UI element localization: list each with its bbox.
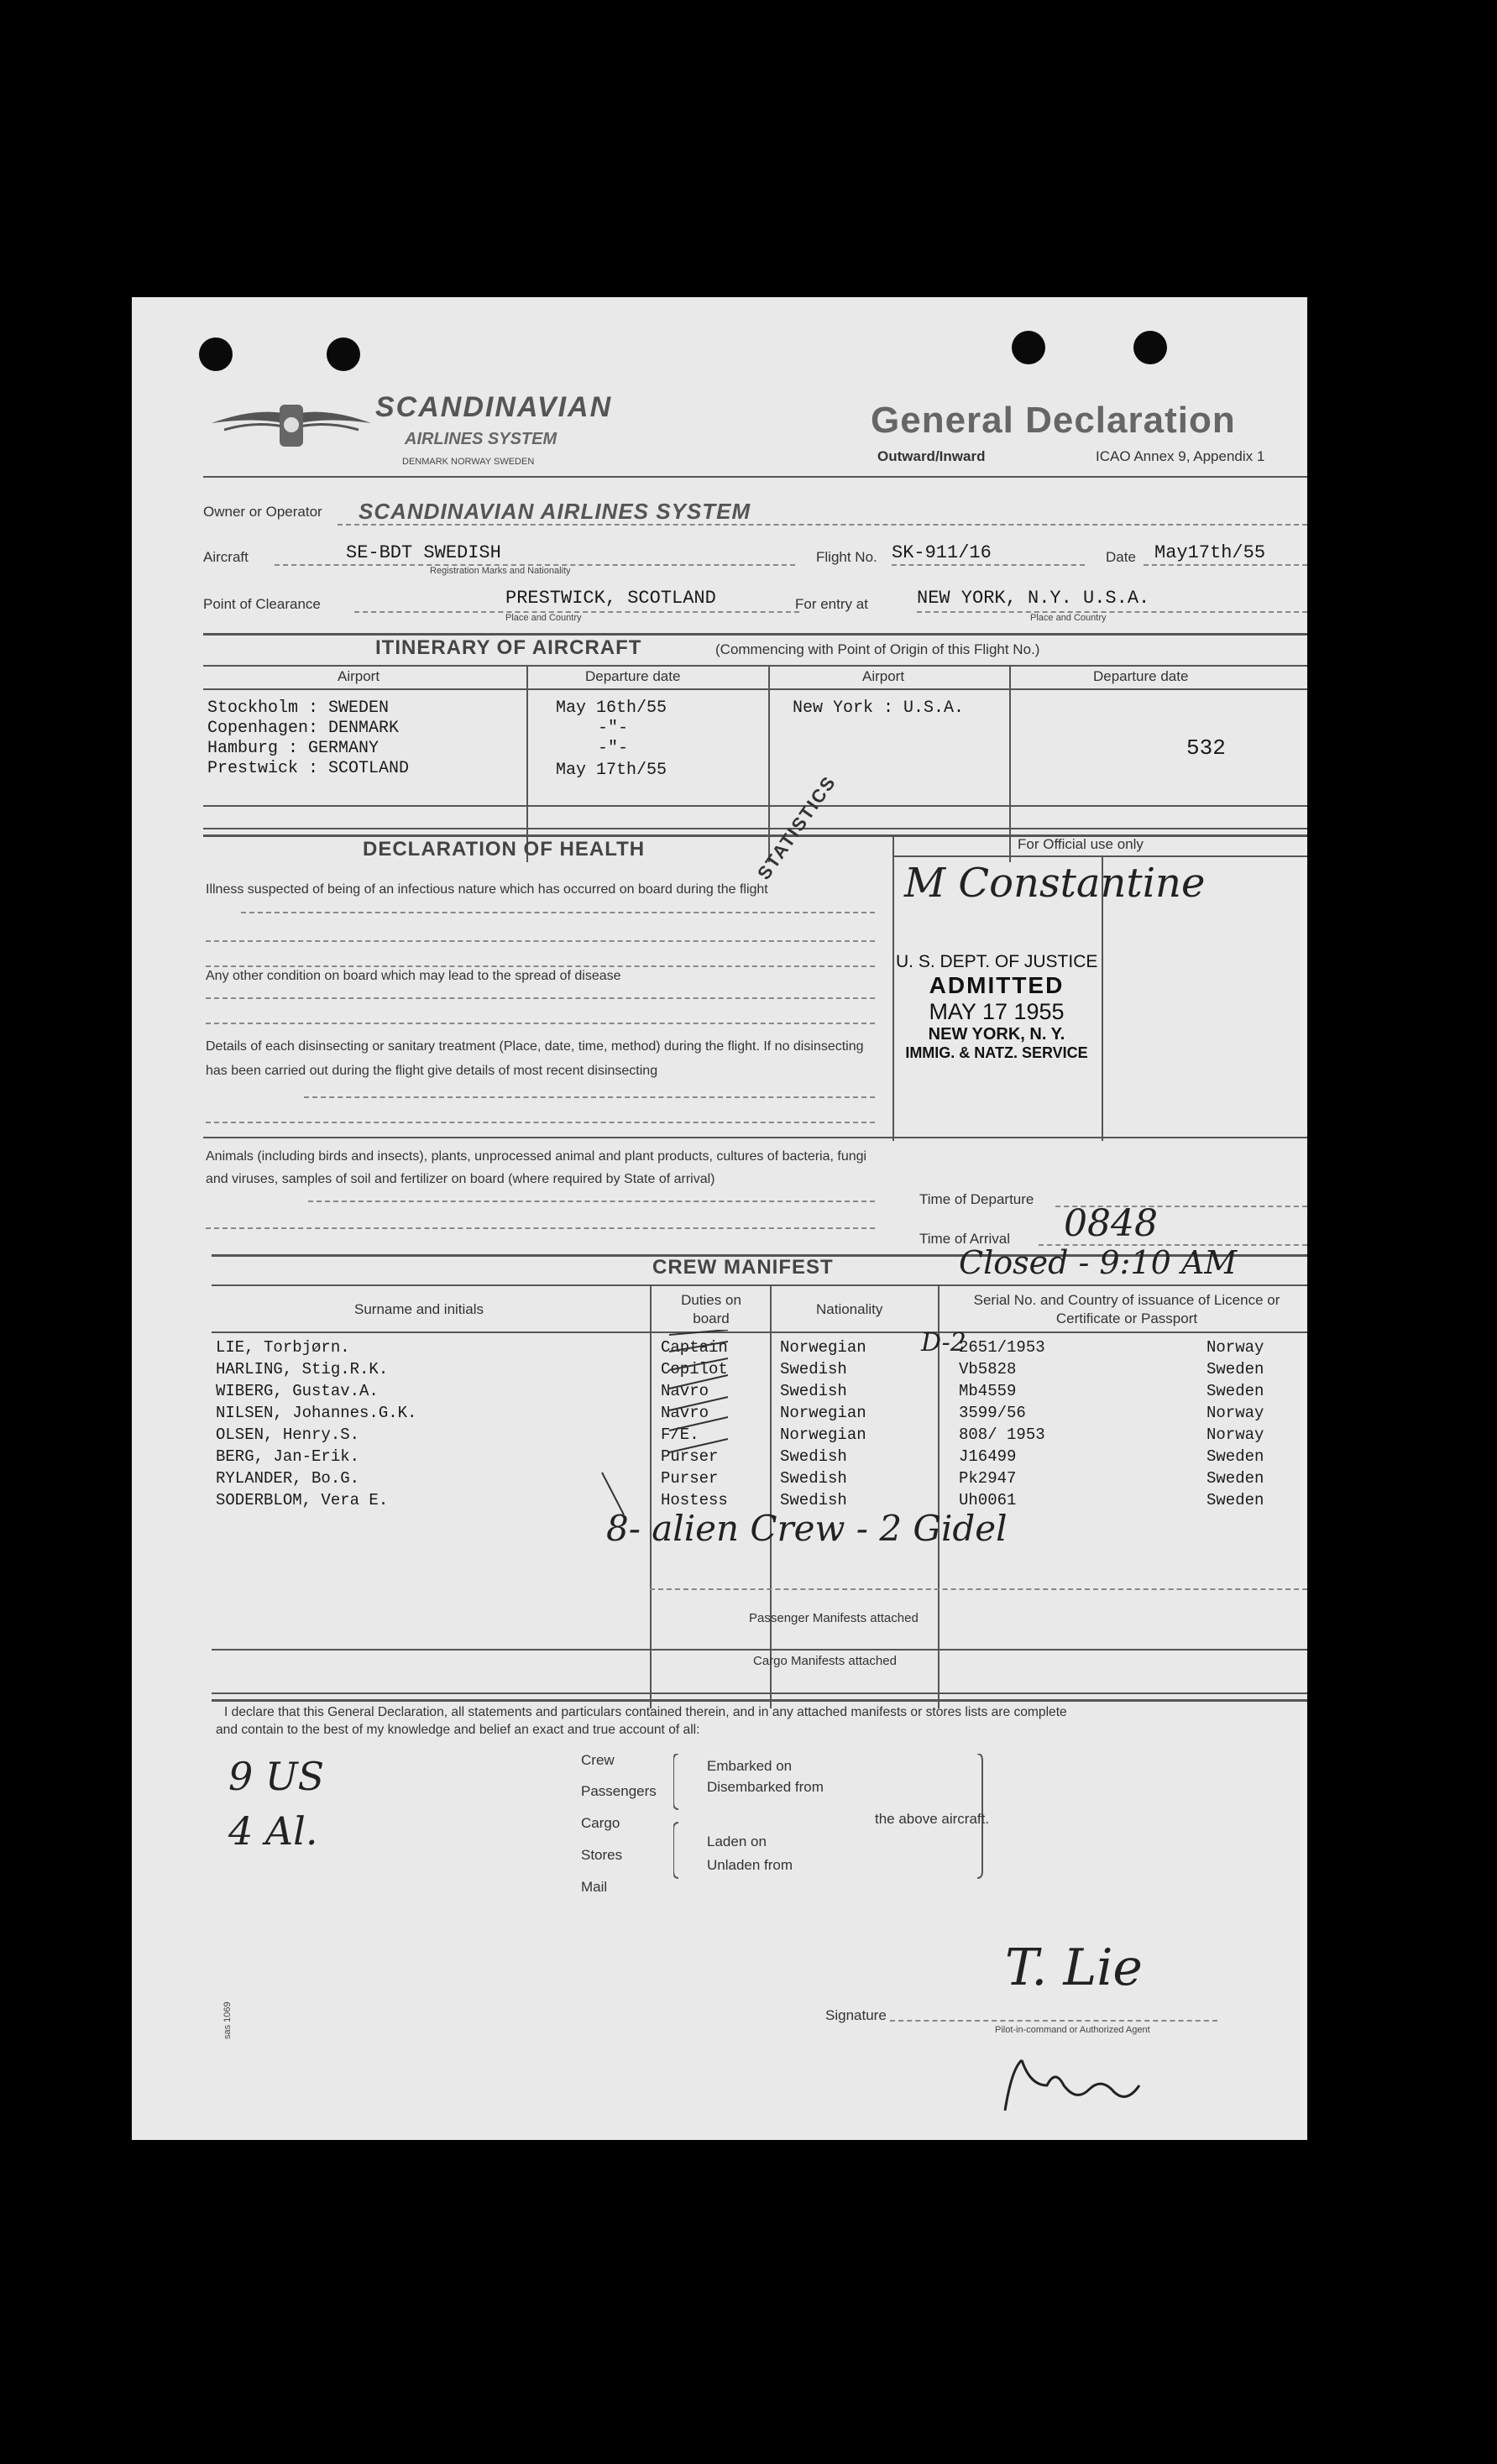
health-question-3: Details of each disinsecting or sanitary treatment (Place, date, time, method) during the flight. If no disinsecting has been carried out during the flight give details of most recent disinsecting xyxy=(206,1039,864,1078)
passenger-manifests: Passenger Manifests attached xyxy=(749,1611,919,1625)
crew-col-duties: Duties on board xyxy=(681,1292,741,1326)
crew-nationality: Swedish xyxy=(780,1360,847,1378)
aircraft-label: Aircraft xyxy=(203,549,249,565)
crew-hand-note: 8- alien Crew - 2 Gidel xyxy=(606,1508,1008,1549)
entry-label: For entry at xyxy=(795,596,868,612)
stamp-line-admitted: ADMITTED xyxy=(929,972,1065,998)
crew-serial: 3599/56 xyxy=(959,1404,1026,1422)
crew-serial: Vb5828 xyxy=(959,1360,1017,1378)
crew-name: LIE, Torbjørn. xyxy=(216,1338,350,1357)
disembarked-from: Disembarked from xyxy=(707,1779,824,1795)
signature-caption: Pilot-in-command or Authorized Agent xyxy=(995,2025,1150,2035)
above-aircraft: the above aircraft. xyxy=(875,1811,990,1827)
crew-serial: Uh0061 xyxy=(959,1491,1017,1509)
crew-nationality: Norwegian xyxy=(780,1404,866,1422)
crew-serial: Pk2947 xyxy=(959,1469,1017,1488)
official-signature: M Constantine xyxy=(904,860,1206,907)
decl-item-cargo: Cargo xyxy=(581,1815,620,1831)
crew-name: WIBERG, Gustav.A. xyxy=(216,1382,379,1400)
logo-subtitle: AIRLINES SYSTEM xyxy=(405,430,557,448)
health-question-2: Any other condition on board which may lead to the spread of disease xyxy=(206,969,621,983)
itinerary-row-airport: Stockholm : SWEDEN xyxy=(207,698,390,718)
embarked-on: Embarked on xyxy=(707,1758,793,1774)
cargo-manifests: Cargo Manifests attached xyxy=(753,1654,897,1668)
declaration-text-1: I declare that this General Declaration, all statements and particulars contained therein, and in any attached manifests or stores lists are complete xyxy=(224,1705,1067,1719)
crew-name: RYLANDER, Bo.G. xyxy=(216,1469,360,1488)
decl-item-passengers: Passengers xyxy=(581,1783,657,1799)
crew-duty: Navro xyxy=(661,1382,709,1400)
statistics-stamp: STATISTICS xyxy=(753,772,840,884)
crew-country: Norway xyxy=(1206,1426,1264,1444)
crew-country: Sweden xyxy=(1206,1491,1264,1509)
itinerary-col-airport-2: Airport xyxy=(862,668,905,684)
itinerary-note: (Commencing with Point of Origin of this Flight No.) xyxy=(715,641,1040,657)
entry-caption: Place and Country xyxy=(1030,613,1107,623)
health-question-4: Animals (including birds and insects), plants, unprocessed animal and plant products, cultures of bacteria, fungi and viruses, samples of soil and fertilizer on board (where required by State of arrival) xyxy=(206,1149,867,1186)
stamp-line-service: IMMIG. & NATZ. SERVICE xyxy=(905,1044,1088,1061)
official-use-label: For Official use only xyxy=(1018,836,1144,852)
laden-on: Laden on xyxy=(707,1834,767,1849)
date-label: Date xyxy=(1106,549,1136,565)
stamp-line-city: NEW YORK, N. Y. xyxy=(928,1025,1065,1044)
signature-scrawl xyxy=(997,2052,1148,2119)
crew-name: HARLING, Stig.R.K. xyxy=(216,1360,389,1378)
stamp-line-date: MAY 17 1955 xyxy=(929,999,1065,1024)
crew-nationality: Norwegian xyxy=(780,1426,866,1444)
hand-note-left-1: 9 US xyxy=(228,1754,325,1799)
logo-countries: DENMARK NORWAY SWEDEN xyxy=(402,457,535,467)
hand-note-left-2: 4 Al. xyxy=(228,1808,318,1854)
crew-name: OLSEN, Henry.S. xyxy=(216,1426,360,1444)
crew-col-name: Surname and initials xyxy=(354,1301,484,1317)
itinerary-row-date: -"- xyxy=(598,719,629,738)
itinerary-row-airport: Prestwick : SCOTLAND xyxy=(207,759,410,778)
health-question-1: Illness suspected of being of an infectious nature which has occurred on board during the flight xyxy=(206,882,768,897)
crew-country: Sweden xyxy=(1206,1447,1264,1466)
page-title: General Declaration xyxy=(871,400,1236,441)
itinerary-title: ITINERARY OF AIRCRAFT xyxy=(375,636,642,659)
itinerary-row-date: May 17th/55 xyxy=(556,761,667,780)
admitted-stamp xyxy=(896,952,1097,1062)
crew-name: BERG, Jan-Erik. xyxy=(216,1447,360,1466)
itinerary-row-airport: Copenhagen: DENMARK xyxy=(207,719,400,738)
crew-country: Sweden xyxy=(1206,1382,1264,1400)
crew-title: CREW MANIFEST xyxy=(652,1256,834,1279)
time-arrival-label: Time of Arrival xyxy=(919,1231,1011,1247)
declaration-text-2: and contain to the best of my knowledge and belief an exact and true account of all: xyxy=(216,1723,700,1737)
crew-name: SODERBLOM, Vera E. xyxy=(216,1491,389,1509)
crew-nationality: Norwegian xyxy=(780,1338,866,1357)
itinerary-row-date: May 16th/55 xyxy=(556,698,667,718)
aircraft-caption: Registration Marks and Nationality xyxy=(430,566,571,576)
crew-checkmarks xyxy=(233,1330,871,1514)
crew-duty: Copilot xyxy=(661,1360,728,1378)
logo-name: SCANDINAVIAN xyxy=(375,391,613,423)
flight-value: SK-911/16 xyxy=(892,542,992,563)
flight-label: Flight No. xyxy=(816,549,877,565)
crew-col-serial: Serial No. and Country of issuance of Licence or Certificate or Passport xyxy=(973,1292,1280,1326)
unladen-from: Unladen from xyxy=(707,1857,793,1873)
clearance-value: PRESTWICK, SCOTLAND xyxy=(505,588,716,609)
owner-label: Owner or Operator xyxy=(203,504,322,520)
closed-note: Closed - 9:10 AM xyxy=(959,1244,1238,1281)
itinerary-col-airport: Airport xyxy=(338,668,380,684)
itinerary-right-airport: New York : U.S.A. xyxy=(793,698,965,718)
clearance-caption: Place and Country xyxy=(505,613,582,623)
crew-serial: Mb4559 xyxy=(959,1382,1017,1400)
icao-annex: ICAO Annex 9, Appendix 1 xyxy=(1096,448,1265,464)
itinerary-col-departure: Departure date xyxy=(585,668,681,684)
aircraft-value: SE-BDT SWEDISH xyxy=(346,542,501,563)
crew-nationality: Swedish xyxy=(780,1491,847,1509)
crew-duty: Navro xyxy=(661,1404,709,1422)
crew-country: Norway xyxy=(1206,1404,1264,1422)
crew-serial: 808/ 1953 xyxy=(959,1426,1045,1444)
decl-item-crew: Crew xyxy=(581,1752,615,1768)
time-departure-label: Time of Departure xyxy=(919,1191,1034,1207)
punch-hole-left-1 xyxy=(199,337,233,371)
health-title: DECLARATION OF HEALTH xyxy=(363,838,646,861)
crew-duty: Hostess xyxy=(661,1491,728,1509)
decl-item-mail: Mail xyxy=(581,1879,608,1895)
itinerary-row-date: -"- xyxy=(598,739,629,758)
hand-d2: D-2 xyxy=(921,1328,966,1358)
crew-nationality: Swedish xyxy=(780,1469,847,1488)
entry-value: NEW YORK, N.Y. U.S.A. xyxy=(917,588,1150,609)
signature-label: Signature xyxy=(825,2007,887,2023)
page-subtitle: Outward/Inward xyxy=(877,448,986,464)
punch-hole-right-2 xyxy=(1133,331,1167,364)
date-value: May17th/55 xyxy=(1154,542,1266,563)
crew-col-nationality: Nationality xyxy=(816,1301,883,1317)
crew-country: Norway xyxy=(1206,1338,1264,1357)
crew-country: Sweden xyxy=(1206,1360,1264,1378)
crew-duty: Purser xyxy=(661,1447,719,1466)
stamp-line-dept: U. S. DEPT. OF JUSTICE xyxy=(896,952,1098,971)
crew-duty: Captain xyxy=(661,1338,728,1357)
clearance-label: Point of Clearance xyxy=(203,596,321,612)
owner-value: SCANDINAVIAN AIRLINES SYSTEM xyxy=(359,499,751,524)
crew-duty: Purser xyxy=(661,1469,719,1488)
punch-hole-right-1 xyxy=(1012,331,1045,364)
crew-serial: J16499 xyxy=(959,1447,1017,1466)
crew-country: Sweden xyxy=(1206,1469,1264,1488)
punch-hole-left-2 xyxy=(327,337,360,371)
crew-nationality: Swedish xyxy=(780,1447,847,1466)
sas-logo-emblem xyxy=(207,390,375,461)
decl-item-stores: Stores xyxy=(581,1847,623,1863)
time-arrival-value: 0848 xyxy=(1064,1202,1158,1245)
crew-name: NILSEN, Johannes.G.K. xyxy=(216,1404,417,1422)
crew-nationality: Swedish xyxy=(780,1382,847,1400)
captain-signature: T. Lie xyxy=(1005,1938,1143,1997)
form-code: sas 1069 xyxy=(222,2001,233,2039)
crew-duty: F/E. xyxy=(661,1426,699,1444)
crew-serial: 2651/1953 xyxy=(959,1338,1045,1357)
declaration-form xyxy=(132,297,1307,2140)
itinerary-right-number: 532 xyxy=(1186,735,1226,761)
itinerary-row-airport: Hamburg : GERMANY xyxy=(207,739,379,758)
itinerary-col-departure-2: Departure date xyxy=(1093,668,1189,684)
